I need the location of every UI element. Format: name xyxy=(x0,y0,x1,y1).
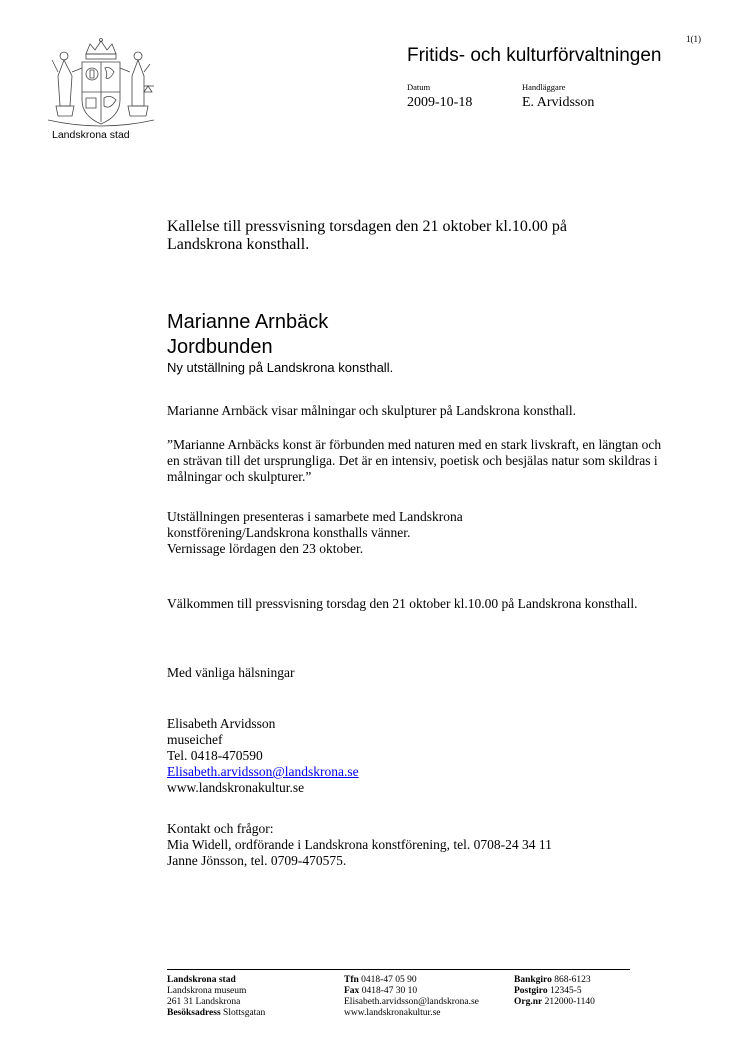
date-value: 2009-10-18 xyxy=(407,95,473,110)
intro-paragraph: Marianne Arnbäck visar målningar och skulpturer på Landskrona konsthall. xyxy=(167,403,577,418)
footer-postgiro-label: Postgiro xyxy=(514,986,548,996)
quote-paragraph: ”Marianne Arnbäcks konst är förbunden med naturen med en stark livskraft, en längtan och en strävan till det ursprungliga. Det är en intensiv, poetisk och besjälas natur som skildras i målningar och skulpturer.” xyxy=(167,437,662,484)
page-number: 1(1) xyxy=(686,34,701,44)
footer-bankgiro-label: Bankgiro xyxy=(514,975,552,985)
footer-divider xyxy=(167,969,630,970)
contact-line: Janne Jönsson, tel. 0709-470575. xyxy=(167,853,347,868)
footer-email: Elisabeth.arvidsson@landskrona.se xyxy=(344,997,479,1007)
footer-contact-column xyxy=(344,975,479,1019)
handler-value: E. Arvidsson xyxy=(522,95,595,110)
collaboration-paragraph xyxy=(167,509,687,557)
footer-org-name: Landskrona stad xyxy=(167,975,236,985)
contact-heading: Kontakt och frågor: xyxy=(167,821,274,836)
exhibition-subtitle: Ny utställning på Landskrona konsthall. xyxy=(167,360,394,375)
contact-block xyxy=(167,821,687,869)
closing-regards: Med vänliga hälsningar xyxy=(167,665,295,680)
footer-fax-label: Fax xyxy=(344,986,360,996)
signature-block xyxy=(167,716,687,796)
signature-role: museichef xyxy=(167,732,223,747)
invitation-heading: Kallelse till pressvisning torsdagen den 21 oktober kl.10.00 på Landskrona konsthall. xyxy=(167,218,567,253)
collab-line: konstförening/Landskrona konsthalls vänner. xyxy=(167,525,411,540)
exhibition-title: Jordbunden xyxy=(167,336,273,358)
contact-line: Mia Widell, ordförande i Landskrona konstförening, tel. 0708-24 34 11 xyxy=(167,837,552,852)
footer-visit-value: Slottsgatan xyxy=(223,1008,266,1018)
footer-orgnr-value: 212000-1140 xyxy=(544,997,595,1007)
signature-name: Elisabeth Arvidsson xyxy=(167,716,276,731)
footer-address-column xyxy=(167,975,265,1019)
footer-postgiro-value: 12345-5 xyxy=(549,986,582,996)
artist-name: Marianne Arnbäck xyxy=(167,311,329,333)
footer-museum: Landskrona museum xyxy=(167,986,247,996)
department-name: Fritids- och kulturförvaltningen xyxy=(407,45,662,66)
footer-fax-value: 0418-47 30 10 xyxy=(361,986,418,996)
welcome-paragraph: Välkommen till pressvisning torsdag den 21 oktober kl.10.00 på Landskrona konsthall. xyxy=(167,596,638,611)
footer-website: www.landskronakultur.se xyxy=(344,1008,441,1018)
footer-bank-column xyxy=(514,975,595,1008)
coat-of-arms-logo xyxy=(38,36,164,132)
signature-website: www.landskronakultur.se xyxy=(167,780,305,795)
signature-email-link[interactable]: Elisabeth.arvidsson@landskrona.se xyxy=(167,764,359,779)
date-label: Datum xyxy=(407,82,431,92)
logo-text: Landskrona stad xyxy=(52,129,130,141)
handler-label: Handläggare xyxy=(522,82,566,92)
footer-bankgiro-value: 868-6123 xyxy=(554,975,591,985)
footer-visit-label: Besöksadress xyxy=(167,1008,221,1018)
footer-tfn-label: Tfn xyxy=(344,975,359,985)
footer-orgnr-label: Org.nr xyxy=(514,997,543,1007)
footer-postal: 261 31 Landskrona xyxy=(167,997,241,1007)
collab-line: Utställningen presenteras i samarbete med Landskrona xyxy=(167,509,463,524)
signature-phone: Tel. 0418-470590 xyxy=(167,748,263,763)
vernissage-line: Vernissage lördagen den 23 oktober. xyxy=(167,541,364,556)
footer-tfn-value: 0418-47 05 90 xyxy=(361,975,417,985)
